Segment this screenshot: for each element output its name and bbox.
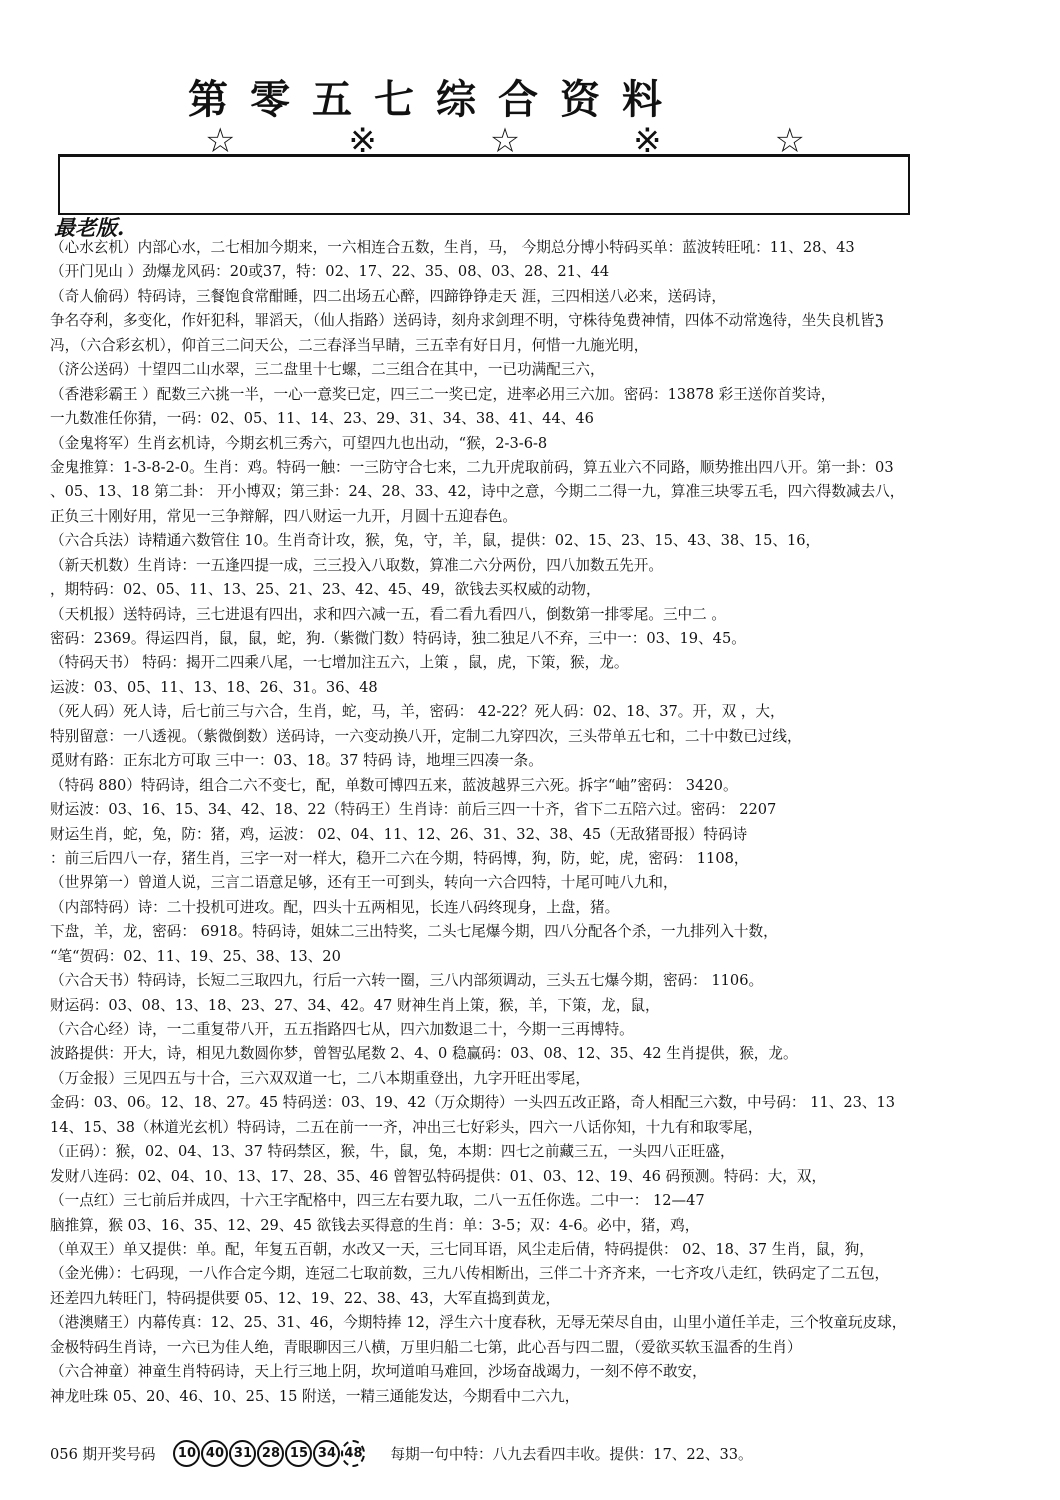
number-ball: 34: [313, 1440, 340, 1467]
text-line: 觅财有路：正东北方可取 三中一：03、18。37 特码 诗，地埋三四凑一条。: [50, 752, 543, 770]
text-line: 金极特码生肖诗，一六已为佳人绝，青眼聊因三八横，万里归船二七第，此心吾与四二盟，（爱欲买软玉温香的生肖）: [50, 1338, 802, 1356]
text-line: （金鬼将军）生肖玄机诗，今期玄机三秀六，可望四九也出动，“猴，2-3-6-8: [50, 434, 548, 452]
text-line: 金码：03、06。12、18、27。45 特码送：03、19、42（万众期待）一头四五改正路，奇人相配三六数，中号码： 11、23、13: [50, 1094, 896, 1112]
text-line: 特别留意：一八透视。（紫微倒数）送码诗，一六变动换八开，定制二九穿四次，三头带单五七和，二十中数已过线，: [50, 727, 802, 745]
text-line: 下盘，羊，龙，密码： 6918。特码诗，姐妹二三出特奖，二头七尾爆今期，四八分配各个杀，一九排列入十数，: [50, 923, 778, 941]
footer-tail-text: 每期一句中特：八九去看四丰收。提供：17、22、33。: [390, 1445, 753, 1463]
text-line: 争名夺利，多变化，作奸犯科，罪滔天，（仙人指路）送码诗，刻舟求剑理不明，守株待兔费神情，四体不动常逸待，坐失良机皆ℨ: [50, 312, 884, 330]
text-line: （六合神童）神童生肖特码诗，天上行三地上阴，坎坷道咱马难回，沙场奋战竭力，一刻不停不敢安，: [50, 1363, 707, 1381]
draw-results-footer: [50, 1438, 1030, 1468]
text-line: （一点红）三七前后并成四，十六王字配格中，四三左右要九取，二八一五任你选。二中一： 12—47: [50, 1192, 705, 1210]
text-line: 正负三十刚好用，常见一三争辩解，四八财运一九开，月圆十五迎春色。: [50, 507, 518, 525]
text-line: （天机报）送特码诗，三七进退有四出，求和四六减一五，看二看九看四八，倒数第一排零尾。三中二 。: [50, 605, 726, 623]
reference-mark-icon: ※: [348, 121, 377, 161]
number-ball: 10: [173, 1440, 200, 1467]
text-line: （单双王）单又提供：单。配，年复五百朝，水改又一天，三七同耳语，风尘走后倩，特码提供： 02、18、37 生肖，鼠，狗，: [50, 1240, 874, 1258]
star-icon: ☆: [205, 121, 236, 161]
text-line: （开门见山 ）劲爆龙风码：20或37，特：02、17、22、35、08、03、28、21、44: [50, 263, 610, 281]
text-line: “笔“贺码：02、11、19、25、38、13、20: [50, 947, 341, 965]
edition-label: 最老版.: [54, 215, 125, 240]
number-ball: 28: [257, 1440, 284, 1467]
text-line: （济公送码）十望四二山水翠，三二盘里十七螺，二三组合在其中，一已功满配三六，: [50, 361, 605, 379]
text-line: 财运波：03、16、15、34、42、18、22（特码王）生肖诗：前后三四一十齐，省下二五陪六过。密码： 2207: [50, 801, 777, 819]
text-line: 神龙吐珠 05、20、46、10、25、15 附送，一精三通能发达，今期看中二六九，: [50, 1387, 580, 1405]
page-title: 第零五七综合资料: [188, 76, 684, 123]
text-line: （世界第一）曾道人说，三言二语意足够，还有王一可到头，转向一六合四特，十尾可吨八九和，: [50, 874, 678, 892]
text-line: （奇人偷码）特码诗，三餐饱食常酣睡，四二出场五心醉，四蹄铮铮走天 涯，三四相送八必来，送码诗，: [50, 287, 726, 305]
text-line: 财运生肖，蛇，兔，防：猪，鸡，运波： 02、04、11、12、26、31、32、38、45（无敌猪哥报）特码诗: [50, 825, 748, 843]
document-body: [50, 236, 1030, 1409]
text-line: 14、15、38（林道光玄机）特码诗，二五在前一一齐，冲出三七好彩头，四六一八话你知，十九有和取零尾，: [50, 1118, 763, 1136]
text-line: （内部特码）诗：二十投机可进攻。配，四头十五两相见，长连八码终现身，上盘，猪。: [50, 898, 620, 916]
reference-mark-icon: ※: [633, 121, 662, 161]
special-number-ball: 48: [341, 1440, 365, 1467]
text-line: （香港彩霸王 ）配数三六挑一半，一心一意奖已定，四三二一奖已定，进率必用三六加。密码：13878 彩王送你首奖诗，: [50, 385, 836, 403]
text-line: 发财八连码：02、04、10、13、17、28、35、46 曾智弘特码提供：01、03、12、19、46 码预测。特码：大，双，: [50, 1167, 827, 1185]
text-line: 还差四九转旺门，特码提供要 05、12、19、22、38、43，大军直捣到黄龙，: [50, 1289, 561, 1307]
text-line: 密码：2369。得运四肖，鼠，鼠，蛇，狗.（紫微门数）特码诗，独二独足八不弃，三中一：03、19、45。: [50, 630, 746, 647]
text-line: 财运码：03、08、13、18、23、27、34、42。47 财神生肖上策，猴，羊，下策，龙，鼠，: [50, 996, 660, 1014]
text-line: （死人码）死人诗，后七前三与六合，生肖，蛇，马，羊，密码： 42-22？死人码：02、18、37。开，双 ，大，: [50, 703, 785, 721]
header-blank-box: [58, 154, 910, 215]
text-line: ：前三后四八一存，猪生肖，三字一对一样大，稳开二六在今期，特码博，狗，防，蛇，虎，密码： 1108，: [50, 849, 749, 867]
text-line: （港澳赌王）内幕传真：12、25、31、46，今期特捧 12，浮生六十度春秋，无辱无荣尽自由，山里小道任羊走，三个牧童玩皮球，: [50, 1314, 907, 1332]
text-line: （万金报）三见四五与十合，三六双双道一七，二八本期重登出，九字开旺出零尾，: [50, 1069, 590, 1087]
draw-label: 056 期开奖号码: [50, 1445, 156, 1463]
text-line: （六合天书）特码诗，长短二三取四九，行后一六转一圈，三八内部须调动，三头五七爆今期，密码： 1106。: [50, 972, 764, 990]
text-line: （新天机数）生肖诗：一五逢四提一成，三三投入八取数，算准二六分两份，四八加数五先开。: [50, 556, 663, 574]
text-line: （特码天书） 特码：揭开二四乘八尾，一七增加注五六，上策 ，鼠，虎，下策，猴，龙。: [50, 654, 629, 672]
text-line: （金光佛）：七码现，一八作合定今期，连冠二七取前数，三九八传相断出，三伴二十齐齐来，一七齐攻八走红，铁码定了二五包，: [50, 1265, 890, 1283]
number-ball: 15: [285, 1440, 312, 1467]
text-line: 金鬼推算：1-3-8-2-0。生肖：鸡。特码一触：一三防守合七来，二九开虎取前码，算五业六不同路，顺势推出四八开。第一卦：03: [50, 458, 894, 476]
text-line: 一九数准任你猜，一码：02、05、11、14、23、29、31、34、38、41、44、46: [50, 410, 594, 428]
number-ball: 31: [229, 1440, 256, 1467]
text-line: ，期特码：02、05、11、13、25、21、23、42、45、49，欲钱去买权威的动物，: [50, 581, 601, 599]
text-line: （六合兵法）诗精通六数管住 10。生肖奇计攻，猴，兔，守，羊，鼠，提供：02、15、23、15、43、38、15、16，: [50, 532, 821, 550]
number-ball: 40: [201, 1440, 228, 1467]
text-line: （特码 880）特码诗，组合二六不变七，配，单数可博四五来，蓝波越界三六死。拆字“岫”密码： 3420。: [50, 776, 738, 794]
text-line: 、05、13、18 第二卦： 开小博双；第三卦：24、28、33、42，诗中之意，今期二二得一九，算准三块零五毛，四六得数减去八，: [50, 483, 905, 501]
star-icon: ☆: [774, 121, 805, 161]
text-line: 运波：03、05、11、13、18、26、31。36、48: [50, 678, 378, 696]
text-line: （正码）：猴，02、04、13、37 特码禁区，猴，牛，鼠，兔，本期：四七之前藏三五，一头四八正旺盛，: [50, 1143, 735, 1161]
star-decoration-row: [205, 121, 805, 161]
text-line: （六合心经）诗，一二重复带八开，五五指路四七从，四六加数退二十，今期一三再博特。: [50, 1021, 634, 1038]
text-line: 冯，（六合彩玄机），仰首三二问天公，二三春泽当早睛，三五幸有好日月，何惜一九施光明，: [50, 336, 649, 354]
text-line: （心水玄机）内部心水，二七相加今期来，一六相连合五数，生肖，马， 今期总分博小特码买单：蓝波转旺吼：11、28、43: [50, 239, 855, 256]
text-line: 脑推算，猴 03、16、35、12、29、45 欲钱去买得意的生肖：单：3-5；双：4-6。必中，猪，鸡，: [50, 1216, 700, 1234]
star-icon: ☆: [489, 121, 521, 161]
text-line: 波路提供：开大，诗，相见九数圆你梦，曾智弘尾数 2、4、0 稳赢码：03、08、12、35、42 生肖提供，猴，龙。: [50, 1045, 798, 1063]
draw-number-balls: [173, 1440, 366, 1467]
